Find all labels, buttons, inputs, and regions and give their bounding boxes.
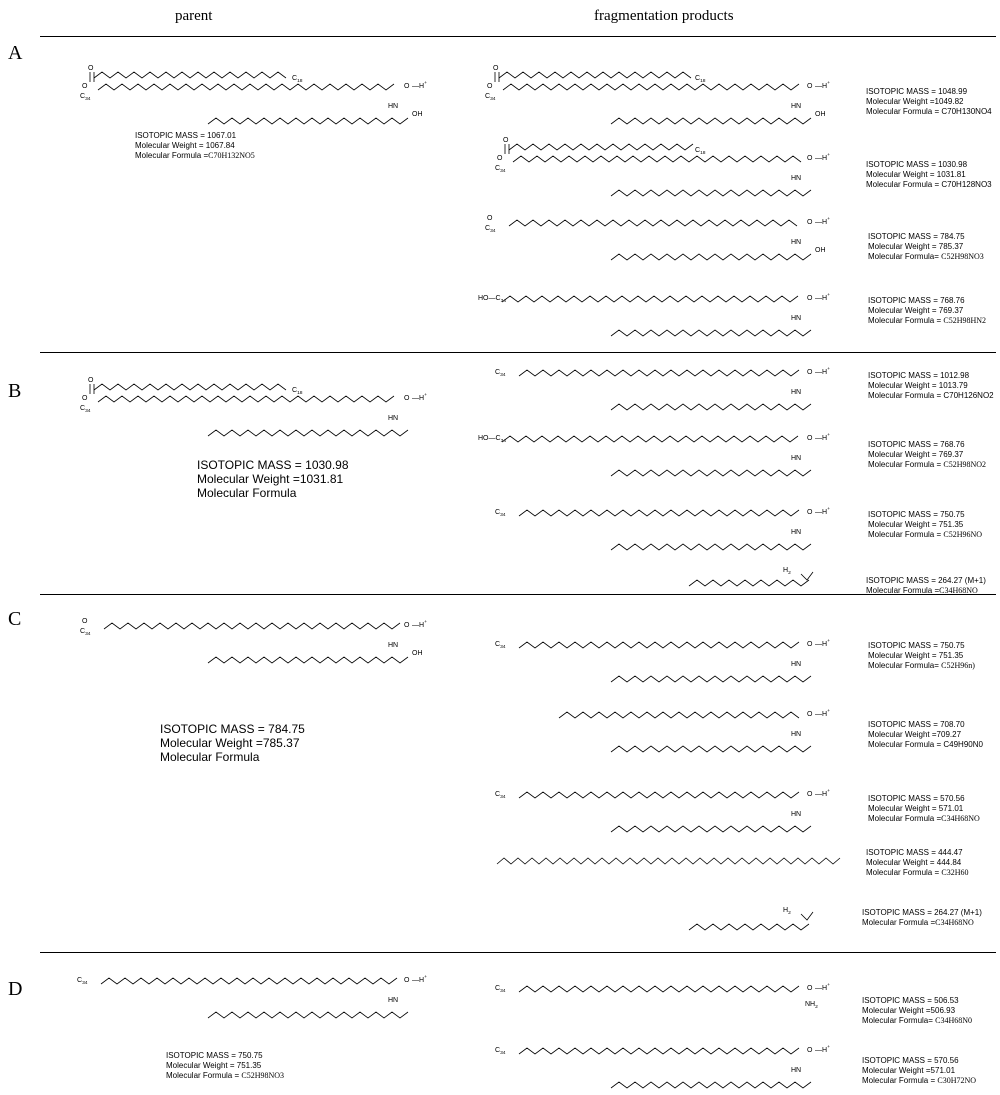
main-chain	[519, 792, 799, 798]
lower-alkyl-chain	[689, 924, 809, 930]
molecular-weight: Molecular Weight =1049.82	[866, 97, 964, 106]
structure-b-product-1	[493, 362, 853, 420]
structure-b-product-2	[476, 428, 853, 486]
properties-c-product-2	[868, 720, 983, 750]
molecular-weight: Molecular Weight = 444.84	[866, 858, 962, 867]
hn-label: HN	[791, 175, 802, 182]
carbonyl-oxygen-label: O	[807, 295, 813, 302]
structure-a-parent	[78, 58, 450, 138]
carbonyl-oxygen-label: O	[807, 791, 813, 798]
sphingoid-chain	[611, 544, 811, 550]
molecular-formula-value: C70H126NO2	[943, 391, 994, 400]
isotopic-mass: ISOTOPIC MASS = 570.56	[862, 1056, 959, 1065]
carbonyl-oxygen-label: O	[807, 83, 813, 90]
c34-label: $C_{34}$	[495, 1047, 506, 1056]
molecular-formula-label: Molecular Formula =	[866, 868, 942, 877]
molecular-formula	[166, 1071, 284, 1081]
sphingoid-chain	[611, 254, 811, 260]
molecular-formula-value: C34H68NO	[935, 918, 974, 927]
products-column-header: fragmentation products	[594, 8, 734, 24]
section-letter-c: C	[8, 608, 22, 630]
molecular-weight: Molecular Weight = 751.35	[166, 1061, 262, 1070]
molecular-formula	[862, 1016, 972, 1026]
amine-stem	[801, 572, 813, 580]
molecular-formula-label: Molecular Formula =	[135, 151, 209, 160]
oxygen-label: O	[82, 618, 88, 625]
c34-label: $C_{34}$	[80, 93, 91, 102]
structure-b-product-3	[493, 502, 853, 558]
properties-a-product-3	[868, 232, 984, 262]
sphingoid-chain	[611, 404, 811, 410]
main-chain	[519, 986, 799, 992]
main-chain	[519, 1048, 799, 1054]
molecular-weight: Molecular Weight =709.27	[868, 730, 962, 739]
proton-label: —H+	[815, 1045, 830, 1054]
oxygen-label: O	[503, 137, 509, 144]
ho-c34-label: $HO—C_{34}$	[478, 435, 507, 444]
molecular-formula-value: C52H98NO2	[943, 460, 987, 469]
c34-label: $C_{34}$	[80, 405, 91, 414]
properties-d-product-1	[862, 996, 972, 1026]
sphingoid-chain	[208, 118, 408, 124]
properties-a-product-1	[866, 87, 992, 117]
hydroxyl-label: OH	[412, 111, 423, 118]
nh2-label: $NH_2$	[805, 1001, 818, 1010]
hn-label: HN	[791, 315, 802, 322]
properties-b-parent	[197, 458, 349, 500]
c34-label: $C_{34}$	[495, 791, 506, 800]
molecular-formula-value: C30H72NO	[937, 1076, 977, 1085]
molecular-formula-value: C52H96NO	[943, 530, 983, 539]
carbonyl-oxygen-label: O	[404, 977, 410, 984]
proton-label: —H+	[815, 367, 830, 376]
molecular-formula-label: Molecular Formula =	[862, 1076, 938, 1085]
molecular-formula-value: C49H90N0	[943, 740, 983, 749]
header-divider	[40, 36, 996, 37]
sphingoid-chain	[208, 657, 408, 663]
hn-label: HN	[791, 455, 802, 462]
isotopic-mass: ISOTOPIC MASS = 708.70	[868, 720, 965, 729]
molecular-formula-label: Molecular Formula=	[862, 1016, 936, 1025]
properties-a-parent	[135, 131, 255, 161]
c34-label: $C_{34}$	[495, 641, 506, 650]
proton-label: —H+	[815, 983, 830, 992]
molecular-weight: Molecular Weight = 769.37	[868, 450, 964, 459]
molecular-weight: Molecular Weight =571.01	[862, 1066, 956, 1075]
molecular-weight: Molecular Weight = 751.35	[868, 520, 964, 529]
proton-label: —H+	[815, 789, 830, 798]
isotopic-mass: ISOTOPIC MASS = 784.75	[868, 232, 965, 241]
hn-label: HN	[791, 1067, 802, 1074]
c18-label: $C_{18}$	[695, 75, 706, 84]
molecular-formula-label: Molecular Formula =	[868, 460, 944, 469]
c34-label: $C_{34}$	[77, 977, 88, 986]
properties-b-product-3	[868, 510, 982, 540]
molecular-formula-label: Molecular Formula	[160, 750, 260, 764]
hn-label: HN	[388, 415, 399, 422]
molecular-formula-label: Molecular Formula =	[166, 1071, 242, 1080]
molecular-formula-label: Molecular Formula =	[868, 391, 944, 400]
main-chain	[502, 296, 798, 302]
proton-label: —H+	[412, 81, 427, 90]
ho-c34-label: $HO—C_{34}$	[478, 295, 507, 304]
properties-d-parent	[166, 1051, 284, 1081]
section-letter-d: D	[8, 978, 23, 1000]
section-divider-bc	[40, 594, 996, 595]
molecular-formula-label: Molecular Formula =	[866, 180, 942, 189]
isotopic-mass: ISOTOPIC MASS = 1067.01	[135, 131, 237, 140]
molecular-formula	[868, 740, 983, 750]
isotopic-mass: ISOTOPIC MASS = 1030.98	[197, 458, 349, 472]
hn-label: HN	[388, 103, 399, 110]
isotopic-mass: ISOTOPIC MASS = 1048.99	[866, 87, 968, 96]
sphingoid-chain	[208, 1012, 408, 1018]
structure-a-product-1	[483, 58, 853, 138]
isotopic-mass: ISOTOPIC MASS = 264.27 (M+1)	[862, 908, 982, 917]
hydroxyl-label: OH	[815, 247, 826, 254]
carbonyl-oxygen-label: O	[807, 219, 813, 226]
proton-label: —H+	[412, 393, 427, 402]
molecular-formula-label: Molecular Formula =	[868, 316, 944, 325]
structure-a-product-2	[493, 130, 853, 195]
ester-oxygen-label: O	[487, 83, 493, 90]
proton-label: —H+	[815, 639, 830, 648]
structure-d-parent	[75, 970, 450, 1030]
isotopic-mass: ISOTOPIC MASS = 768.76	[868, 440, 965, 449]
carbonyl-oxygen-label: O	[807, 369, 813, 376]
carbonyl-bond	[495, 72, 499, 82]
structure-c-parent	[78, 615, 450, 687]
properties-c-product-5	[862, 908, 982, 928]
c34-label: $C_{34}$	[495, 985, 506, 994]
section-letter-b: B	[8, 380, 22, 402]
section-divider-ab	[40, 352, 996, 353]
properties-b-product-1	[868, 371, 994, 401]
molecular-formula	[868, 661, 975, 671]
molecular-formula	[866, 586, 986, 596]
structure-a-product-4	[476, 288, 853, 340]
section-letter-a: A	[8, 42, 23, 64]
upper-fatty-chain	[94, 72, 286, 78]
lower-alkyl-chain	[689, 580, 809, 586]
properties-c-product-1	[868, 641, 975, 671]
molecular-formula	[868, 460, 986, 470]
isotopic-mass: ISOTOPIC MASS = 1030.98	[866, 160, 968, 169]
hn-label: HN	[791, 389, 802, 396]
sphingoid-chain	[611, 470, 811, 476]
ester-oxygen-label: O	[82, 395, 88, 402]
proton-label: —H+	[815, 81, 830, 90]
proton-label: —H+	[815, 153, 830, 162]
parent-column-header: parent	[175, 8, 213, 24]
molecular-formula	[160, 750, 305, 764]
structure-c-product-4	[493, 852, 853, 874]
isotopic-mass: ISOTOPIC MASS = 506.53	[862, 996, 959, 1005]
proton-label: —H+	[815, 507, 830, 516]
molecular-formula	[862, 918, 982, 928]
c34-label: $C_{34}$	[80, 628, 91, 637]
sphingoid-chain	[611, 746, 811, 752]
hydroxyl-label: OH	[412, 650, 423, 657]
carbonyl-oxygen-label: O	[807, 509, 813, 516]
properties-d-product-2	[862, 1056, 976, 1086]
molecular-formula-label: Molecular Formula =	[866, 586, 940, 595]
properties-b-product-4	[866, 576, 986, 596]
isotopic-mass: ISOTOPIC MASS = 1012.98	[868, 371, 970, 380]
molecular-weight: Molecular Weight = 785.37	[868, 242, 964, 251]
sphingoid-chain	[611, 1082, 811, 1088]
c18-label: $C_{18}$	[292, 75, 303, 84]
proton-label: —H+	[815, 709, 830, 718]
molecular-formula-value: C32H60	[941, 868, 969, 877]
main-chain	[519, 370, 799, 376]
sphingoid-chain	[611, 190, 811, 196]
c18-label: $C_{18}$	[695, 147, 706, 156]
molecular-formula-value: C34H68NO	[941, 814, 980, 823]
molecular-formula-value: C70H128NO3	[941, 180, 992, 189]
molecular-formula-value: C34H68NO	[939, 586, 978, 595]
structure-b-parent	[78, 370, 450, 448]
carbonyl-oxygen-label: O	[807, 711, 813, 718]
main-chain	[98, 84, 394, 90]
proton-label: —H+	[815, 217, 830, 226]
upper-fatty-chain	[509, 144, 693, 150]
main-chain	[503, 84, 799, 90]
properties-b-product-2	[868, 440, 986, 470]
carbonyl-oxygen-label: O	[807, 435, 813, 442]
molecular-formula	[868, 252, 984, 262]
molecular-formula-label: Molecular Formula=	[868, 661, 942, 670]
molecular-formula	[866, 868, 968, 878]
sphingoid-chain	[611, 826, 811, 832]
c34-label: $C_{34}$	[485, 93, 496, 102]
molecular-formula-label: Molecular Formula	[197, 486, 297, 500]
molecular-weight: Molecular Weight = 571.01	[868, 804, 964, 813]
structure-c-product-3	[493, 784, 853, 840]
ester-oxygen-label: O	[82, 83, 88, 90]
molecular-formula	[868, 316, 986, 326]
ester-oxygen-label: O	[497, 155, 503, 162]
c34-label: $C_{34}$	[485, 225, 496, 234]
molecular-formula-label: Molecular Formula =	[868, 814, 942, 823]
h2n-label: $H_2$	[783, 907, 791, 916]
isotopic-mass: ISOTOPIC MASS = 750.75	[166, 1051, 263, 1060]
isotopic-mass: ISOTOPIC MASS = 570.56	[868, 794, 965, 803]
carbonyl-bond	[90, 384, 94, 394]
molecular-formula-value: C52H96n)	[941, 661, 975, 670]
main-chain	[559, 712, 799, 718]
molecular-weight: Molecular Weight = 1067.84	[135, 141, 235, 150]
molecular-formula	[862, 1076, 976, 1086]
main-chain	[519, 510, 799, 516]
sphingoid-chain	[611, 676, 811, 682]
carbonyl-bond	[505, 144, 509, 154]
main-chain	[101, 978, 397, 984]
proton-label: —H+	[815, 433, 830, 442]
molecular-formula-label: Molecular Formula=	[868, 252, 942, 261]
molecular-formula	[868, 391, 994, 401]
molecular-formula	[868, 814, 980, 824]
molecular-weight: Molecular Weight = 751.35	[868, 651, 964, 660]
molecular-formula	[866, 180, 992, 190]
structure-d-product-2	[493, 1040, 853, 1090]
molecular-formula-value: C52H98NO3	[941, 252, 984, 261]
molecular-weight: Molecular Weight = 769.37	[868, 306, 964, 315]
c34-label: $C_{34}$	[495, 509, 506, 518]
molecular-weight: Molecular Weight =785.37	[160, 736, 300, 750]
structure-c-product-1	[493, 634, 853, 690]
hn-label: HN	[388, 642, 399, 649]
molecular-formula-label: Molecular Formula =	[866, 107, 942, 116]
carbonyl-oxygen-label: O	[404, 83, 410, 90]
oxygen-label: O	[493, 65, 499, 72]
isotopic-mass: ISOTOPIC MASS = 264.27 (M+1)	[866, 576, 986, 585]
hn-label: HN	[388, 997, 399, 1004]
molecular-formula	[868, 530, 982, 540]
isotopic-mass: ISOTOPIC MASS = 750.75	[868, 641, 965, 650]
main-chain	[104, 623, 400, 629]
main-chain	[509, 220, 797, 226]
molecular-weight: Molecular Weight = 1013.79	[868, 381, 968, 390]
molecular-formula-value: C34H68N0	[935, 1016, 973, 1025]
molecular-formula-label: Molecular Formula =	[868, 530, 944, 539]
carbonyl-oxygen-label: O	[807, 985, 813, 992]
molecular-formula-label: Molecular Formula =	[862, 918, 936, 927]
molecular-formula-value: C70H130NO4	[941, 107, 992, 116]
proton-label: —H+	[412, 975, 427, 984]
carbonyl-oxygen-label: O	[404, 395, 410, 402]
molecular-weight: Molecular Weight =1031.81	[197, 472, 344, 486]
structure-d-product-1	[493, 978, 853, 1018]
upper-fatty-chain	[94, 384, 286, 390]
carbonyl-oxygen-label: O	[807, 155, 813, 162]
carbonyl-bond	[90, 72, 94, 82]
properties-c-product-3	[868, 794, 980, 824]
hn-label: HN	[791, 731, 802, 738]
isotopic-mass: ISOTOPIC MASS = 750.75	[868, 510, 965, 519]
c34-label: $C_{34}$	[495, 165, 506, 174]
oxygen-label: O	[88, 65, 94, 72]
molecular-weight: Molecular Weight =506.93	[862, 1006, 956, 1015]
molecular-formula-value: C52H98HN2	[943, 316, 987, 325]
hn-label: HN	[791, 239, 802, 246]
main-chain	[513, 156, 801, 162]
hn-label: HN	[791, 811, 802, 818]
properties-c-product-4	[866, 848, 968, 878]
section-divider-cd	[40, 952, 996, 953]
structure-a-product-3	[483, 212, 853, 274]
isotopic-mass: ISOTOPIC MASS = 444.47	[866, 848, 963, 857]
oxygen-label: O	[88, 377, 94, 384]
carbonyl-oxygen-label: O	[404, 622, 410, 629]
properties-a-product-4	[868, 296, 986, 326]
structure-c-product-5	[683, 902, 853, 936]
carbonyl-oxygen-label: O	[807, 641, 813, 648]
molecular-formula-label: Molecular Formula =	[868, 740, 944, 749]
amine-stem	[801, 912, 813, 920]
proton-label: —H+	[815, 293, 830, 302]
molecular-weight: Molecular Weight = 1031.81	[866, 170, 966, 179]
isotopic-mass: ISOTOPIC MASS = 784.75	[160, 722, 305, 736]
sphingoid-chain	[208, 430, 408, 436]
properties-c-parent	[160, 722, 305, 764]
molecular-formula	[197, 486, 349, 500]
alkene-chain	[497, 858, 840, 864]
carbonyl-oxygen-label: O	[807, 1047, 813, 1054]
oxygen-label: O	[487, 215, 493, 222]
main-chain	[98, 396, 394, 402]
h2n-label: $H_2$	[783, 567, 791, 576]
c18-label: $C_{18}$	[292, 387, 303, 396]
c34-label: $C_{34}$	[495, 369, 506, 378]
molecular-formula	[135, 151, 255, 161]
upper-fatty-chain	[499, 72, 691, 78]
main-chain	[519, 642, 799, 648]
isotopic-mass: ISOTOPIC MASS = 768.76	[868, 296, 965, 305]
main-chain	[502, 436, 798, 442]
structure-c-product-2	[533, 704, 853, 760]
molecular-formula-value: C52H98NO3	[241, 1071, 285, 1080]
molecular-formula	[866, 107, 992, 117]
sphingoid-chain	[611, 330, 811, 336]
properties-a-product-2	[866, 160, 992, 190]
hn-label: HN	[791, 529, 802, 536]
structure-b-product-4	[683, 562, 853, 592]
proton-label: —H+	[412, 620, 427, 629]
hydroxyl-label: OH	[815, 111, 826, 118]
hn-label: HN	[791, 103, 802, 110]
hn-label: HN	[791, 661, 802, 668]
molecular-formula-value: C70H132NO5	[208, 151, 255, 160]
sphingoid-chain	[611, 118, 811, 124]
